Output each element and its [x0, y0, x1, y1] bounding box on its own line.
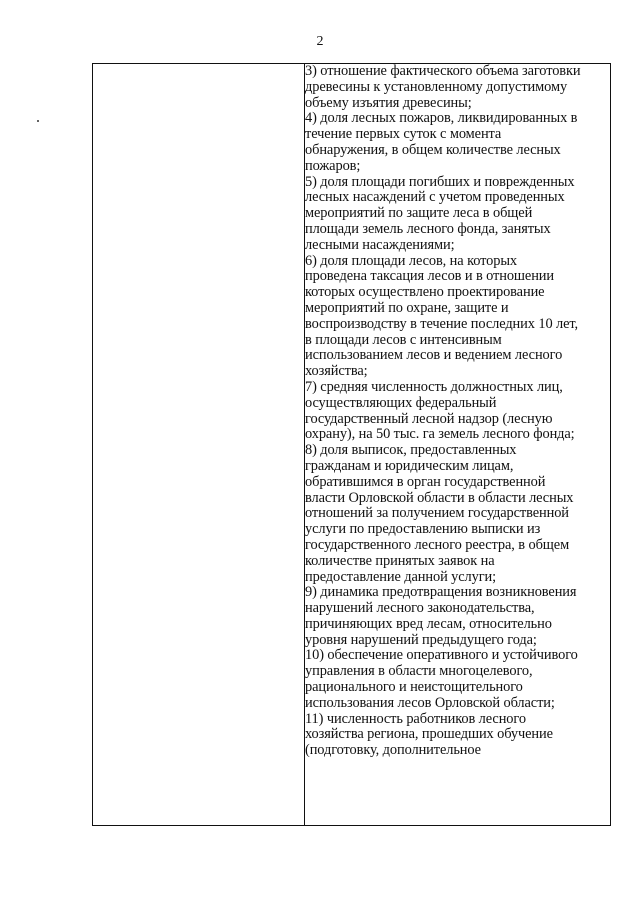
stray-mark — [37, 120, 39, 122]
list-item-10: 10) обеспечение оперативного и устойчивого управления в области многоцелевого, рационального и неистощительного использования лесов Орловской области; — [305, 647, 578, 711]
table-cell-left — [93, 64, 305, 826]
document-table — [92, 63, 611, 826]
list-item-4: 4) доля лесных пожаров, ликвидированных в течение первых суток с момента обнаружения, в общем количестве лесных пожаров; — [305, 110, 578, 174]
list-item-7: 7) средняя численность должностных лиц, осуществляющих федеральный государственный лесной надзор (лесную охрану), на 50 тыс. га земель лесного фонда; — [305, 378, 575, 443]
page-number: 2 — [316, 34, 324, 49]
list-item-8: 8) доля выписок, предоставленных гражданам и юридическим лицам, обратившимся в орган государственной власти Орловской области в области лесных отношений за получением государственной услуги по предоставлению выписки из государственного лесного реестра, в общем количестве принятых заявок на предоставление данной услуги; — [305, 442, 574, 585]
list-item-5: 5) доля площади погибших и поврежденных лесных насаждений с учетом проведенных мероприятий по защите леса в общей площади земель лесного фонда, занятых лесными насаждениями; — [305, 173, 575, 253]
list-item-9: 9) динамика предотвращения возникновения нарушений лесного законодательства, причиняющих вред лесам, относительно уровня нарушений предыдущего года; — [305, 584, 577, 648]
list-item-11: 11) численность работников лесного хозяйства региона, прошедших обучение (подготовку, дополнительное — [305, 710, 553, 759]
table-row — [93, 64, 611, 826]
list-item-3: 3) отношение фактического объема заготовки древесины к установленному допустимому объему изъятия древесины; — [305, 63, 581, 111]
table-cell-right — [305, 64, 611, 826]
list-item-6: 6) доля площади лесов, на которых проведена таксация лесов и в отношении которых осуществлено проектирование мероприятий по охране, защите и воспроизводству в течение последних 10 лет, в площади лесов с интенсивным использованием лесов и ведением лесного хозяйства; — [305, 252, 579, 380]
